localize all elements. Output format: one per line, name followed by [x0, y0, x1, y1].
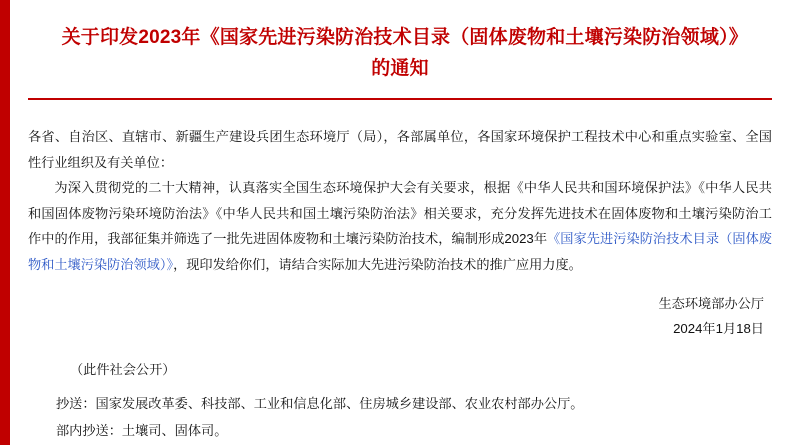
cc-external: 抄送：国家发展改革委、科技部、工业和信息化部、住房城乡建设部、农业农村部办公厅。: [56, 396, 584, 411]
document-title: 关于印发2023年《国家先进污染防治技术目录（固体废物和土壤污染防治领域）》的通知: [61, 27, 739, 79]
document-content: [10, 0, 800, 445]
left-accent-bar: [0, 0, 10, 445]
signature-organization: 生态环境部办公厅: [658, 296, 764, 311]
cc-internal: 部内抄送：土壤司、固体司。: [56, 423, 228, 438]
recipients-paragraph: 各省、自治区、直辖市、新疆生产建设兵团生态环境厅（局），各部属单位，各国家环境保护工程技术中心和重点实验室、全国性行业组织及有关单位：: [28, 129, 772, 170]
carbon-copy-block: [28, 390, 772, 444]
title-divider: [28, 98, 772, 100]
disclosure-note: （此件社会公开）: [70, 362, 176, 377]
catalog-title-link[interactable]: 《国家先进污染防治技术目录（固体废物和土壤污染防治领域）》: [28, 231, 772, 272]
signature-block: [28, 291, 772, 341]
signature-date: 2024年1月18日: [673, 321, 764, 336]
main-paragraph: [28, 175, 772, 277]
document-body: [28, 124, 772, 277]
main-paragraph-part2: ，现印发给你们，请结合实际加大先进污染防治技术的推广应用力度。: [173, 256, 582, 272]
main-paragraph-part1: 为深入贯彻党的二十大精神，认真落实全国生态环境保护大会有关要求，根据《中华人民共和国环境保护法》《中华人民共和国固体废物污染环境防治法》《中华人民共和国土壤污染防治法》相关要求，充分发挥先进技术在固体废物和土壤污染防治工作中的作用，我部征集并筛选了一批先进固体废物和土壤污染防治技术，编制形成2023年: [28, 180, 772, 246]
